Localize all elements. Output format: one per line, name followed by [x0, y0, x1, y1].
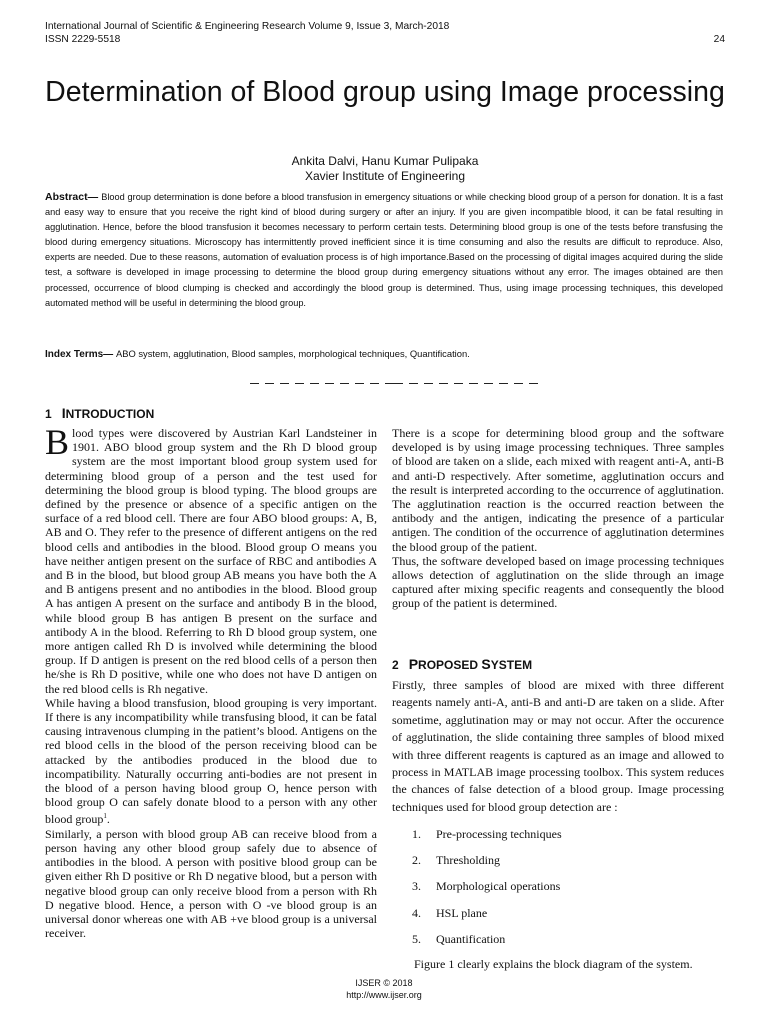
intro-paragraph-3: Similarly, a person with blood group AB can receive blood from a person having any other blood group safely due to absence of antibodies in the blood. A person with positive blood group can be given either Rh D positive or Rh D negative blood, but a person with negative blood group can only receive blood from a person with Rh D negative blood. Hence, a person with O -ve blood group is an universal donor whereas one with AB +ve blood group is a universal receiver. — [45, 826, 377, 941]
list-item-number: 5. — [412, 931, 421, 946]
section-2-title-p: P — [408, 656, 419, 672]
list-item — [412, 931, 712, 957]
list-item-number: 1. — [412, 827, 421, 841]
right-column — [392, 426, 724, 611]
list-item — [412, 878, 712, 904]
list-item — [412, 905, 712, 931]
index-terms-label: Index Terms — [45, 349, 104, 360]
index-terms — [45, 347, 723, 362]
intro-paragraph-4: There is a scope for determining blood group and the software developed is by using image processing techniques. Three samples of blood are taken on a slide, each mixed with reagent anti-A, anti-B and anti-D respectively. After sometime, agglutination occurs and the result is interpreted according to the occurrence of agglutination. The agglutination reaction is the occurred reaction between the antibody and the antigen, indicating the presence of a particular antigen. The condition of the occurrence of agglutination determines the blood group of the patient. — [392, 426, 724, 554]
footer-url[interactable]: http://www.ijser.org — [346, 989, 422, 1000]
intro-paragraph-5: Thus, the software developed based on image processing techniques allows detection of agglutination on the slide through an image captured after mixing specific reagents and consequently the blood group of the patient is determined. — [392, 553, 724, 611]
list-item-text: Thresholding — [436, 853, 500, 868]
list-item-text: Morphological operations — [436, 879, 561, 894]
abstract-label: Abstract — [45, 191, 88, 203]
list-item-text: Pre-processing techniques — [436, 827, 562, 841]
list-item-number: 2. — [412, 853, 421, 868]
page-number: 24 — [713, 34, 725, 45]
proposed-paragraph-1: Firstly, three samples of blood are mixed with three different reagents namely anti-A, anti-B and anti-D are taken on a slide. After sometime, agglutination may or may not occur. After the occurence of agglutination, the slide containing three samples of blood mixed with three different reagents is captured as an image and allowed to process in MATLAB image processing toolbox. This system reduces the chances of false detection of a blood group. Image processing techniques used for blood group detection are : — [392, 678, 724, 814]
technique-list — [412, 826, 712, 957]
index-terms-dash: — — [103, 349, 116, 360]
journal-name: International Journal of Scientific & Engineering Research Volume 9, Issue 3, March-2018 — [45, 21, 450, 32]
abstract-text: Blood group determination is done before a blood transfusion in emergency situations or while checking blood group of a person for donation. It is a fast and easy way to ensure that you receive the right kind of blood during surgery or after an injury. If you are given incompatible blood, it can be fatal resulting in agglutination. Hence, before the blood transfusion it becomes necessary to perform certain tests. Determining blood group is one of the tests before transfusing the blood during emergency situations. Microscopy has intermittently proved inefficient since it is time consuming and also the results are difficult to reproduce. Also, experts are needed. Due to these reasons, automation of evaluation process is of high importance.Based on the processing of digital images acquired during the slide test, a software is developed in image processing to determine the blood group during emergency situations without any error. The images obtained are then processed, occurrence of blood clumping is checked and accordingly the blood group is determined. Thus, using image processing techniques, this developed automated method will be useful in determining the blood group. — [45, 192, 723, 308]
list-item-text: Quantification — [436, 931, 506, 946]
issn: ISSN 2229-5518 — [45, 34, 121, 45]
paper-title: Determination of Blood group using Image processing — [45, 76, 725, 108]
section-2-title-s: S — [481, 656, 491, 672]
figure-reference: Figure 1 clearly explains the block diagram of the system. — [414, 957, 693, 971]
list-item-text: HSL plane — [436, 905, 488, 920]
list-item-number: 4. — [412, 905, 421, 920]
page-header — [45, 20, 725, 46]
abstract — [45, 190, 723, 311]
section-separator — [250, 376, 518, 390]
index-terms-text: ABO system, agglutination, Blood samples, morphological techniques, Quantification. — [115, 348, 470, 359]
page-footer — [0, 978, 768, 1001]
intro-paragraph-2-text: While having a blood transfusion, blood grouping is very important. If there is any incompatibility while transfusing blood, it can be fatal causing intravenous clumping in the patient’s blood. Antigens on the red blood cells in the blood of the person receiving blood can be attacked by the antibodies produced in the blood due to incompatibility. Naturally occurring anti-bodies are not present in the blood of a person having blood group O, hence person with blood group O can safely donate blood to a person with any other blood group — [45, 695, 377, 827]
intro-paragraph-2-end: . — [106, 812, 110, 827]
separator-dashes-right — [394, 383, 538, 384]
separator-dashes-left — [250, 383, 394, 384]
section-1-heading — [45, 405, 154, 422]
authors: Ankita Dalvi, Hanu Kumar Pulipaka — [291, 154, 479, 168]
left-column — [45, 422, 377, 941]
affiliation: Xavier Institute of Engineering — [304, 169, 466, 183]
section-2-title-ystem: YSTEM — [490, 658, 533, 672]
list-item — [412, 852, 712, 878]
drop-cap: B — [45, 422, 70, 462]
intro-paragraph-1 — [45, 422, 377, 696]
section-2-number: 2 — [392, 658, 399, 672]
list-item — [412, 826, 712, 852]
footnote-ref: 1 — [103, 812, 107, 821]
author-block — [40, 154, 730, 184]
section-2-title-roposed: ROPOSED — [418, 658, 479, 672]
proposed-system-body — [392, 677, 724, 816]
abstract-dash: — — [87, 191, 102, 203]
copyright: IJSER © 2018 — [355, 978, 413, 988]
section-2-heading — [392, 656, 532, 673]
section-1-title-initial: I — [61, 405, 66, 421]
intro-paragraph-2 — [45, 696, 377, 827]
section-1-title-rest: NTRODUCTION — [65, 407, 155, 421]
list-item-number: 3. — [412, 879, 421, 894]
intro-paragraph-1-text: lood types were discovered by Austrian Karl Landsteiner in 1901. ABO blood group system and the Rh D blood group system are the most important blood group system used for determining blood group of a person and the test used for determining the blood group is blood typing. The blood groups are defined by the presence or absence of a specific antigen on the surface of a red blood cell. There are four ABO blood groups: A, B, AB and O. They refer to the presence of different antigens on the red blood cells and antibodies in the blood. Blood group O means you have neither antigen present on the surface of RBC and antibodies A and B in the blood, but blood group AB means you have both the A and B antigens present and no antibodies in the blood. Blood group A has antigen A present on the surface and antibody B in the blood, while blood group B has antigen B present on the surface and antibody A in the blood. Referring to Rh D blood group system, one more antigen called Rh D is involved while determining the blood group. If D antigen is present on the red blood cells of a person then he/she is Rh D positive, while one who does not have D antigen on the red blood cells is Rh negative. — [45, 426, 377, 696]
section-1-number: 1 — [45, 407, 52, 421]
